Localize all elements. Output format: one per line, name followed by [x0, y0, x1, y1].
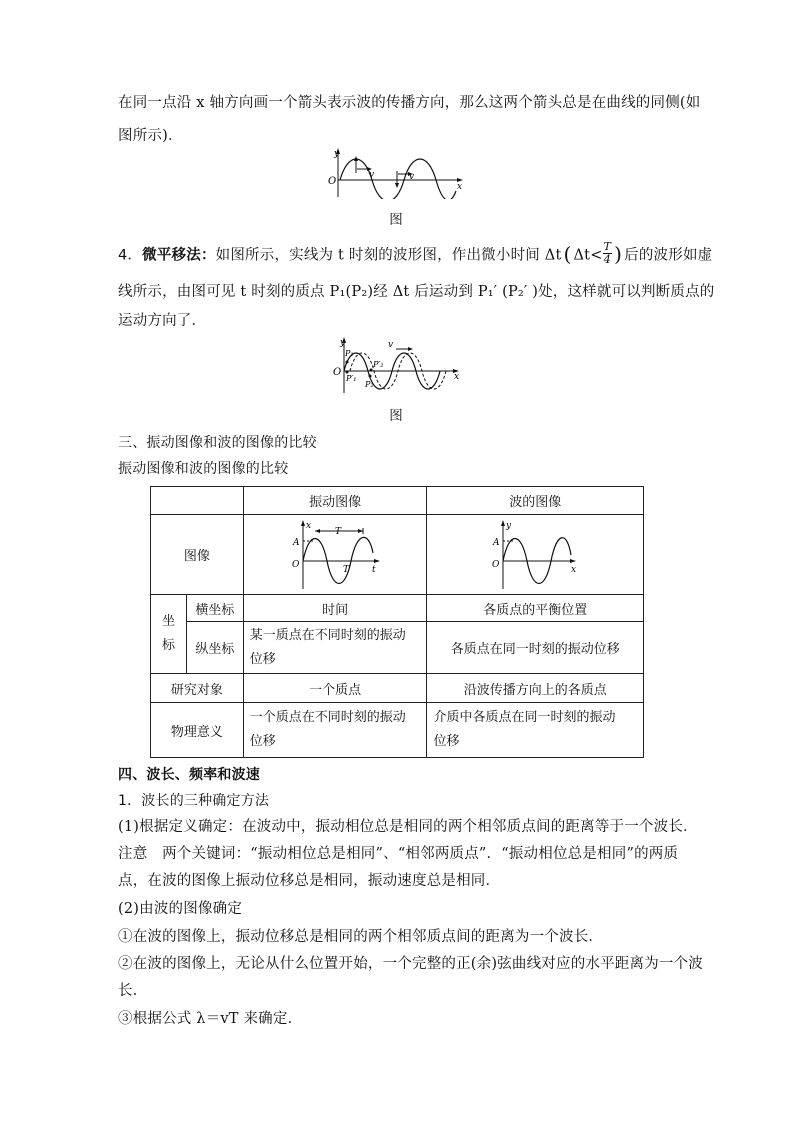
intro-line-1: 在同一点沿 x 轴方向画一个箭头表示波的传播方向，那么这两个箭头总是在曲线的同侧(如: [118, 95, 701, 111]
v-label-b: v: [409, 172, 415, 182]
vib-vertical-value: [243, 622, 427, 674]
wave-graph-cell: [427, 515, 644, 595]
right-paren: ): [614, 241, 623, 266]
section4-note-b: 点，在波的图像上振动位移总是相同，振动速度总是相同．: [118, 873, 501, 889]
y-label: y: [334, 149, 340, 159]
section4-c2b: 长．: [118, 983, 148, 999]
table-row-horizontal: [151, 595, 644, 622]
origin-label: O: [292, 559, 300, 570]
period-label-top: T: [335, 526, 342, 537]
origin-label: O: [492, 559, 500, 570]
velocity-arrowhead: [408, 347, 413, 351]
cond-lhs: Δt<: [573, 247, 603, 264]
header-vibration-graph: 振动图像: [243, 487, 427, 515]
origin-label: O: [328, 176, 337, 187]
p2-label: P₂: [365, 380, 374, 389]
wave-meaning-line-1: 介质中各质点在同一时刻的振动: [433, 710, 616, 725]
section4-heading: 四、波长、频率和波速: [118, 767, 260, 783]
section4-c1: ①在波的图像上，振动位移总是相同的两个相邻质点间的距离为一个波长．: [118, 929, 604, 945]
comparison-table: [150, 486, 644, 758]
coordinate-char-2: 标: [161, 638, 175, 653]
wave-meaning-line-2: 位移: [433, 734, 460, 749]
figure-2-caption: 图: [389, 408, 403, 424]
item4-line-1: [118, 240, 713, 268]
section3-heading: 三、振动图像和波的图像的比较: [118, 435, 317, 451]
vib-object-value: 一个质点: [243, 674, 427, 703]
vertical-arrow: [301, 520, 305, 526]
x-label: x: [454, 372, 460, 382]
figure-1-caption: 图: [389, 212, 403, 228]
p2-point: [369, 375, 372, 378]
intro-line-2: 图所示)．: [118, 128, 183, 144]
vib-vertical-line-1: 某一质点在不同时刻的振动: [249, 627, 406, 643]
y-axis-arrow: [501, 520, 505, 526]
item4-line-3: 运动方向了．: [118, 313, 207, 329]
row-label-vertical: 纵坐标: [186, 622, 243, 674]
item4-number: 4．: [118, 247, 143, 264]
p2-prime-label: P′₂: [373, 360, 384, 369]
wave-object-value: 沿波传播方向上的各质点: [427, 674, 644, 703]
y-label: y: [506, 520, 512, 531]
row-label-meaning: 物理意义: [151, 703, 244, 758]
row-label-horizontal: 横坐标: [186, 595, 243, 622]
wave-vertical-value: 各质点在同一时刻的振动位移: [427, 622, 644, 674]
wave-graph: [487, 519, 583, 591]
table-row-vertical: [151, 622, 644, 674]
period-arrow-left: [315, 529, 320, 533]
fraction-denominator: 4: [603, 253, 611, 266]
v-label-a: v: [369, 170, 375, 180]
row-label-image: 图像: [151, 515, 244, 595]
table-row-meaning: [151, 703, 644, 758]
header-wave-graph: 波的图像: [427, 487, 644, 515]
vibration-arrowhead-down: [395, 183, 399, 188]
table-row-object: [151, 674, 644, 703]
period-label-bottom: T: [343, 564, 350, 575]
vib-vertical-line-2: 位移: [249, 651, 276, 667]
section4-c2a: ②在波的图像上，无论从什么位置开始，一个完整的正(余)弦曲线对应的水平距离为一个波: [118, 956, 704, 972]
x-label: x: [457, 182, 463, 192]
vib-horizontal-value: 时间: [243, 595, 427, 622]
amplitude-label: A: [493, 537, 500, 548]
coordinate-char-1: 坐: [161, 614, 175, 629]
t-axis-arrow: [374, 559, 380, 563]
x-axis-arrow: [570, 559, 576, 563]
table-header-empty: [151, 487, 244, 515]
x-label: x: [571, 564, 577, 575]
vibration-graph: [285, 519, 385, 591]
t-label: t: [372, 564, 376, 575]
wave-arrow-figure: [326, 147, 468, 199]
section4-note-a: 注意 两个关键词：“振动相位总是相同”、“相邻两质点”．“振动相位总是相同”的两质: [118, 846, 679, 862]
section4-p2: (2)由波的图像确定: [118, 901, 243, 917]
vib-meaning-value: [243, 703, 427, 758]
p1-prime-label: P′₁: [346, 374, 357, 383]
vib-meaning-line-1: 一个质点在不同时刻的振动: [249, 710, 406, 725]
section4-c3: ③根据公式 λ＝vT 来确定．: [118, 1011, 303, 1027]
fraction-numerator: T: [603, 240, 612, 253]
section4-p1: (1)根据定义确定：在波动中，振动相位总是相同的两个相邻质点间的距离等于一个波长．: [118, 819, 698, 835]
vib-meaning-line-2: 位移: [249, 734, 276, 749]
fraction-t-over-4: [603, 241, 613, 266]
y-label: y: [340, 338, 346, 348]
item4-title: 微平移法：: [142, 247, 216, 264]
origin-label: O: [333, 367, 342, 378]
axis-x-label: x: [306, 520, 312, 531]
table-row-image: [151, 515, 644, 595]
amplitude-label: A: [293, 537, 300, 548]
row-label-object: 研究对象: [151, 674, 244, 703]
item4-text-a: 如图所示，实线为 t 时刻的波形图，作出微小时间 Δt: [215, 247, 562, 264]
left-paren: (: [563, 241, 572, 266]
wave-meaning-value: [427, 703, 644, 758]
micro-shift-figure: [330, 336, 466, 394]
item4-text-b: 后的波形如虚: [624, 247, 713, 264]
p1-point: [346, 361, 349, 364]
vibration-graph-cell: [243, 515, 427, 595]
item4-line-2: 线所示，由图可见 t 时刻的质点 P₁(P₂)经 Δt 后运动到 P₁′ (P₂′ )处，这样就可以判断质点的: [118, 284, 715, 300]
v-label: v: [388, 340, 394, 350]
p1-label: P₁: [345, 349, 354, 358]
section3-subheading: 振动图像和波的图像的比较: [118, 461, 289, 477]
period-arrow-right: [358, 529, 363, 533]
table-header-row: [151, 487, 644, 515]
vibration-curve: [303, 537, 373, 583]
section4-item1: 1．波长的三种确定方法: [118, 793, 270, 809]
row-label-coordinate: [151, 595, 187, 674]
sine-curve: [340, 159, 456, 199]
wave-horizontal-value: 各质点的平衡位置: [427, 595, 644, 622]
